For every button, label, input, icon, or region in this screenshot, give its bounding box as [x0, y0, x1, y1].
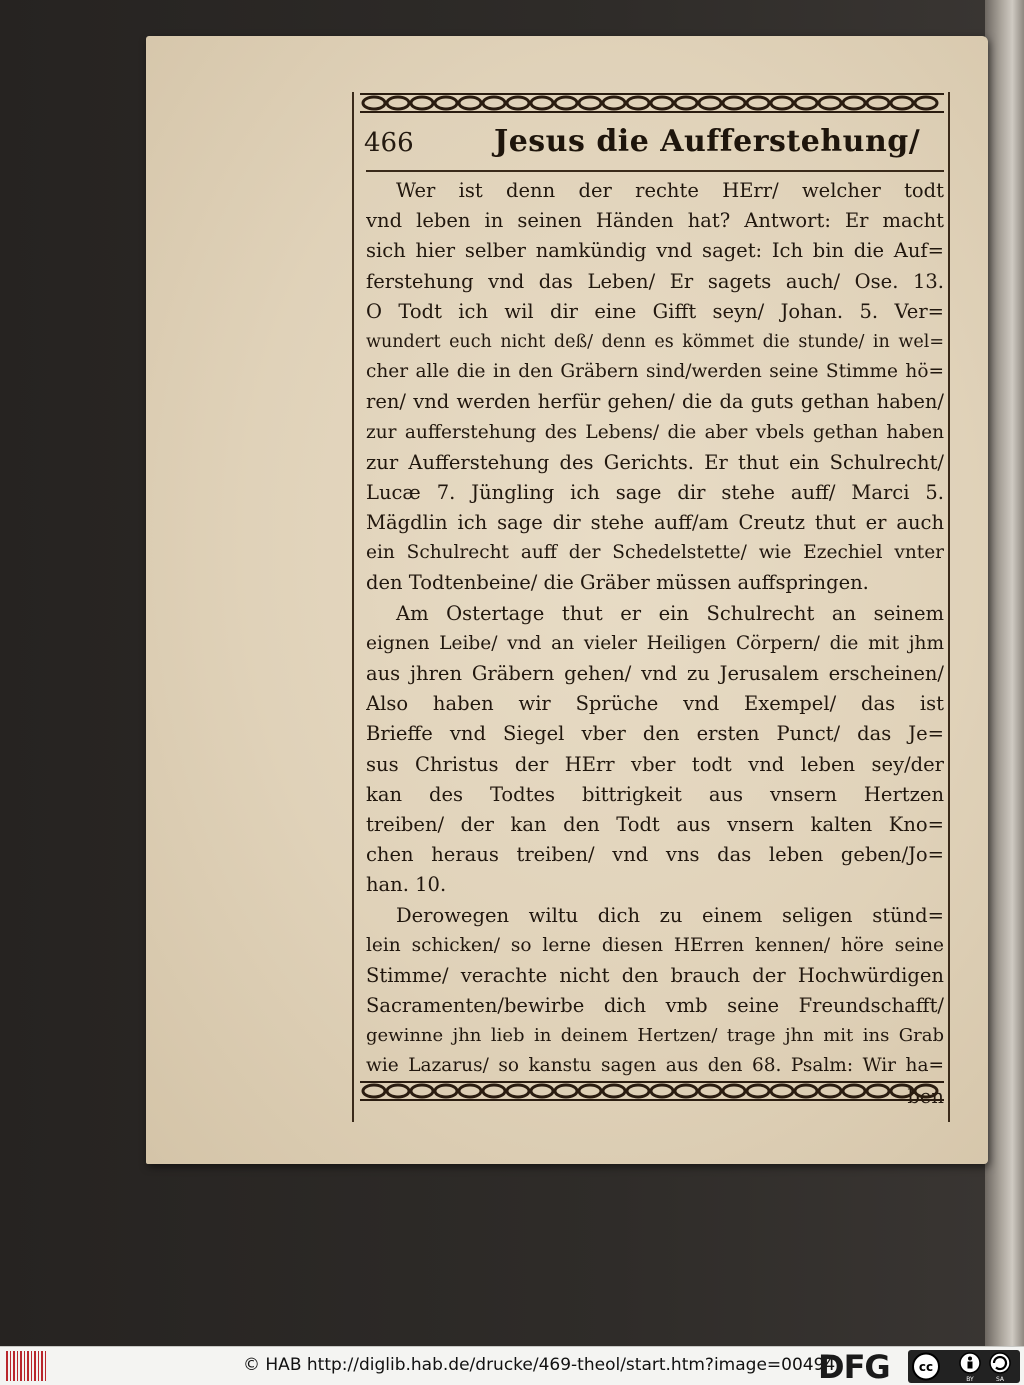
- page-header: [364, 124, 944, 170]
- text-line: Mägdlin ich sage dir stehe auff/am Creutz thut er auch: [366, 511, 944, 535]
- text-line: Brieffe vnd Siegel vber den ersten Punct/ das Je=: [366, 722, 944, 746]
- barcode-icon: [6, 1351, 48, 1381]
- dfg-logo: DFG: [818, 1348, 890, 1385]
- header-rule: [366, 170, 944, 172]
- text-line: gewinne jhn lieb in deinem Hertzen/ trage jhn mit ins Grab: [366, 1025, 944, 1047]
- text-line: vnd leben in seinen Händen hat? Antwort: Er macht: [366, 209, 944, 233]
- text-line: Am Ostertage thut er ein Schulrecht an seinem: [396, 601, 944, 625]
- body-text: [366, 176, 944, 1112]
- text-line: sich hier selber namkündig vnd saget: Ich bin die Auf=: [366, 239, 944, 263]
- text-line: chen heraus treiben/ vnd vns das leben geben/Jo=: [366, 843, 944, 867]
- text-line: eignen Leibe/ vnd an vieler Heiligen Cörpern/ die mit jhm: [366, 632, 944, 654]
- text-line: Derowegen wiltu dich zu einem seligen stünd=: [396, 903, 944, 927]
- text-line: kan des Todtes bittrigkeit aus vnsern Hertzen: [366, 782, 944, 806]
- text-line: sus Christus der HErr vber todt vnd leben sey/der: [366, 752, 944, 776]
- book-edge: [985, 0, 1024, 1346]
- text-line: ferstehung vnd das Leben/ Er sagets auch/ Ose. 13.: [366, 269, 944, 293]
- text-line: den Todtenbeine/ die Gräber müssen auffspringen.: [366, 571, 869, 595]
- text-line: cher alle die in den Gräbern sind/werden seine Stimme hö=: [366, 361, 944, 383]
- svg-text:SA: SA: [995, 1376, 1005, 1383]
- text-line: han. 10.: [366, 873, 447, 897]
- text-line: lein schicken/ so lerne diesen HErren kennen/ höre seine: [366, 934, 944, 956]
- svg-text:cc: cc: [918, 1360, 934, 1374]
- cc-by-sa-icon[interactable]: [908, 1350, 1020, 1383]
- text-line: zur aufferstehung des Lebens/ die aber vbels gethan haben: [366, 421, 944, 443]
- text-line: Sacramenten/bewirbe dich vmb seine Freundschafft/: [366, 994, 944, 1018]
- running-title: Jesus die Aufferstehung/: [494, 124, 921, 159]
- svg-text:BY: BY: [966, 1376, 974, 1383]
- text-line: O Todt ich wil dir eine Gifft seyn/ Johan. 5. Ver=: [366, 299, 944, 323]
- bottom-ornament-border: [360, 1080, 944, 1102]
- text-line: treiben/ der kan den Todt aus vnsern kalten Kno=: [366, 812, 944, 836]
- text-line: Lucæ 7. Jüngling ich sage dir stehe auff/ Marci 5.: [366, 480, 944, 504]
- footer-bar: [0, 1346, 1024, 1385]
- text-line: zur Aufferstehung des Gerichts. Er thut ein Schulrecht/: [366, 450, 944, 474]
- text-line: ren/ vnd werden herfür gehen/ die da guts gethan haben/: [366, 390, 944, 414]
- text-line: wie Lazarus/ so kanstu sagen aus den 68. Psalm: Wir ha=: [366, 1055, 944, 1077]
- top-ornament-border: [360, 92, 944, 114]
- text-line: Wer ist denn der rechte HErr/ welcher todt: [396, 179, 944, 202]
- catchword: ben: [907, 1084, 944, 1108]
- page-number: 466: [364, 128, 414, 158]
- text-line: Stimme/ verachte nicht den brauch der Hochwürdigen: [366, 963, 944, 987]
- text-line: aus jhren Gräbern gehen/ vnd zu Jerusalem erscheinen/: [366, 662, 944, 685]
- text-line: ein Schulrecht auff der Schedelstette/ wie Ezechiel vnter: [366, 542, 944, 564]
- text-line: wundert euch nicht deß/ denn es kömmet die stunde/ in wel=: [366, 331, 944, 352]
- copyright-link[interactable]: © HAB http://diglib.hab.de/drucke/469-theol/start.htm?image=00494: [243, 1355, 836, 1375]
- text-line: Also haben wir Sprüche vnd Exempel/ das ist: [366, 692, 944, 716]
